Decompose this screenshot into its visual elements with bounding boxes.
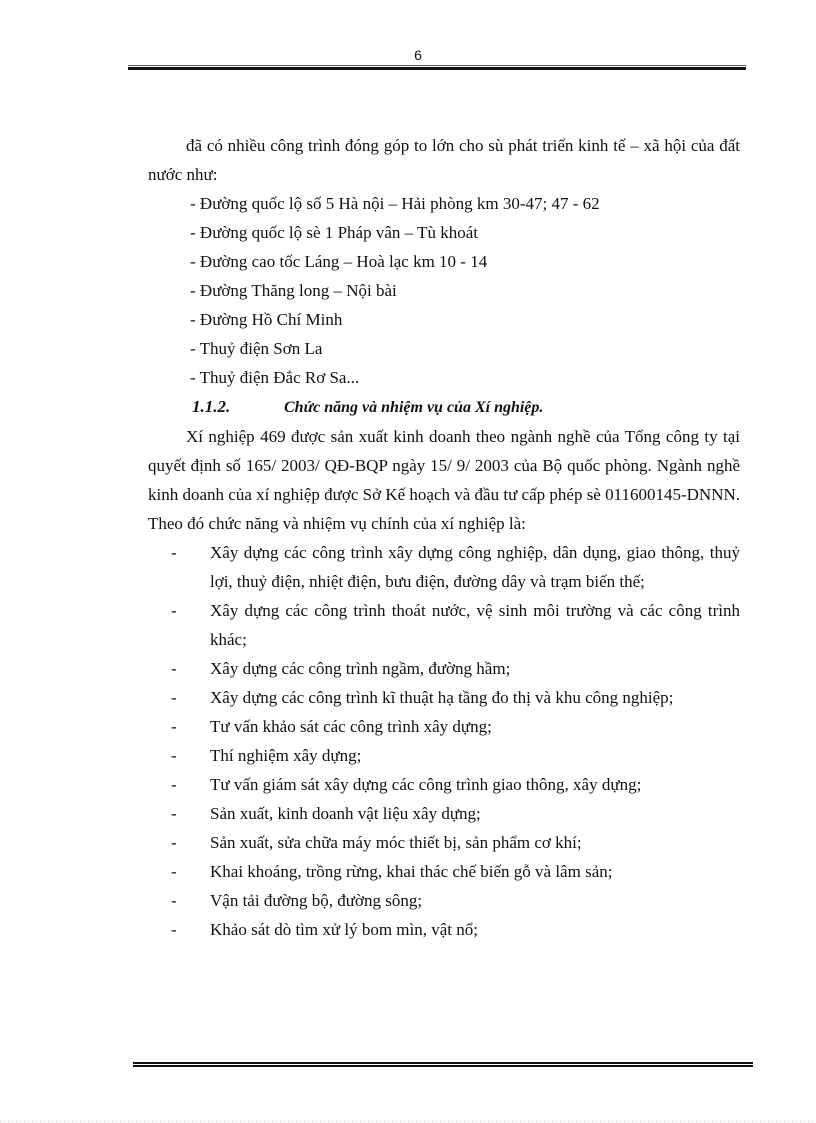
intro-paragraph: đã có nhiều công trình đóng góp to lớn cho sù phát triển kinh tế – xã hội của đất nước như: [148, 136, 740, 184]
page-number: 6 [414, 47, 422, 63]
dash-bullet: - [171, 659, 177, 678]
dash-bullet: - [171, 717, 177, 736]
duty-item [151, 915, 740, 944]
project-item: - Đường Thăng long – Nội bài [190, 281, 397, 300]
duty-item [151, 799, 740, 828]
project-item: - Đường Hồ Chí Minh [190, 310, 343, 329]
duty-item [151, 596, 740, 654]
duty-item [151, 828, 740, 857]
dash-bullet: - [171, 804, 177, 823]
section-heading [148, 392, 740, 422]
duty-item [151, 654, 740, 683]
duty-item [151, 683, 740, 712]
duty-text: Tư vấn khảo sát các công trình xây dựng; [210, 717, 492, 736]
duty-text: Khảo sát dò tìm xử lý bom mìn, vật nổ; [210, 920, 478, 939]
project-item: - Thuỷ điện Đắc Rơ Sa... [190, 368, 360, 387]
section-number: 1.1.2. [192, 397, 231, 416]
dash-bullet: - [171, 833, 177, 852]
duty-text: Vận tải đường bộ, đường sông; [210, 891, 423, 910]
duty-item [151, 770, 740, 799]
project-item: - Thuỷ điện Sơn La [190, 339, 323, 358]
dash-bullet: - [171, 746, 177, 765]
page-edge-dotted-line [0, 1121, 816, 1122]
duty-text: Xây dựng các công trình ngầm, đường hầm; [210, 659, 511, 678]
duty-item [151, 886, 740, 915]
section-paragraph: Xí nghiệp 469 được sản xuất kinh doanh theo ngành nghề của Tổng công ty tại quyết định số 165/ 2003/ QĐ-BQP ngày 15/ 9/ 2003 của Bộ quốc phòng. Ngành nghề kinh doanh của xí nghiệp được Sở Kế hoạch và đầu tư cấp phép sè 011600145-DNNN. Theo đó chức năng và nhiệm vụ chính của xí nghiệp là: [148, 427, 740, 533]
header-rule-thick [128, 67, 746, 70]
header-rule [128, 65, 746, 71]
duty-text: Sản xuất, kinh doanh vật liệu xây dựng; [210, 804, 481, 823]
duty-text: Tư vấn giám sát xây dựng các công trình giao thông, xây dựng; [210, 775, 642, 794]
project-item: - Đường quốc lộ số 5 Hà nội – Hải phòng km 30-47; 47 - 62 [190, 194, 600, 213]
dash-bullet: - [171, 891, 177, 910]
duty-text: Khai khoáng, trồng rừng, khai thác chế biến gỗ và lâm sản; [210, 862, 613, 881]
duty-text: Sản xuất, sửa chữa máy móc thiết bị, sản phẩm cơ khí; [210, 833, 582, 852]
duty-item [151, 741, 740, 770]
duty-text: Xây dựng các công trình xây dựng công nghiệp, dân dụng, giao thông, thuỷ lợi, thuỷ điện, nhiệt điện, bưu điện, đường dây và trạm biến thế; [210, 543, 740, 591]
footer-rule-line [133, 1065, 753, 1067]
page-body [148, 131, 740, 944]
project-item: - Đường cao tốc Láng – Hoà lạc km 10 - 14 [190, 252, 488, 271]
duty-text: Xây dựng các công trình thoát nước, vệ sinh môi trường và các công trình khác; [210, 601, 740, 649]
duty-item [151, 538, 740, 596]
dash-bullet: - [171, 862, 177, 881]
project-list [148, 189, 740, 392]
duty-text: Xây dựng các công trình kĩ thuật hạ tầng đo thị và khu công nghiệp; [210, 688, 674, 707]
header-rule-thin [128, 65, 746, 66]
dash-bullet: - [171, 920, 177, 939]
section-title: Chức năng và nhiệm vụ của Xí nghiệp. [284, 399, 544, 416]
dash-bullet: - [171, 775, 177, 794]
duty-list [148, 538, 740, 944]
duty-item [151, 712, 740, 741]
dash-bullet: - [171, 543, 177, 562]
footer-rule-line [133, 1062, 753, 1064]
dash-bullet: - [171, 688, 177, 707]
dash-bullet: - [171, 601, 177, 620]
footer-rule [133, 1062, 753, 1068]
duty-item [151, 857, 740, 886]
project-item: - Đường quốc lộ sè 1 Pháp vân – Tù khoát [190, 223, 478, 242]
duty-text: Thí nghiệm xây dựng; [210, 746, 362, 765]
